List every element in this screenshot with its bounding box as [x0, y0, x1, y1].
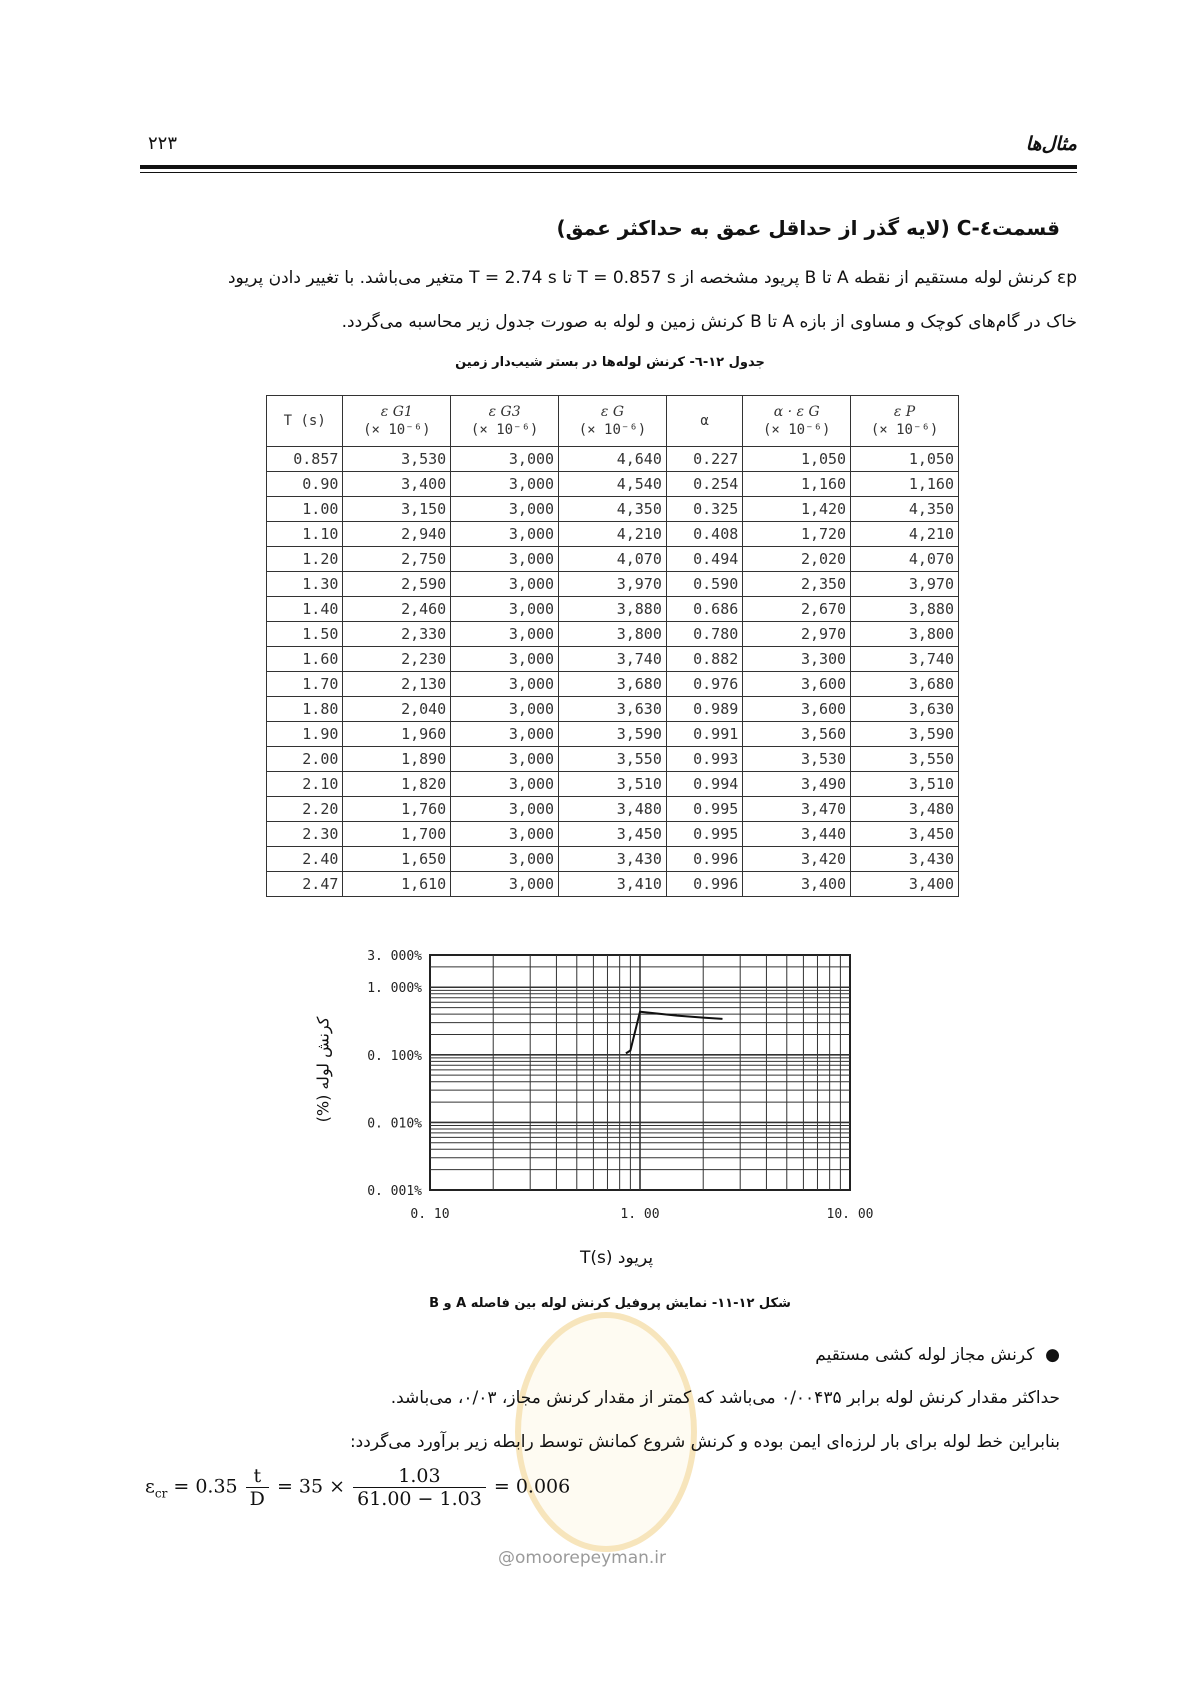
table-row — [267, 622, 959, 647]
header-rule-thin — [140, 172, 1077, 173]
table-cell: 2.30 — [267, 822, 343, 847]
table-cell: 3,300 — [743, 647, 851, 672]
table-cell: 4,350 — [559, 497, 667, 522]
figure-caption: شکل ۱۲-۱۱- نمایش پروفیل کرنش لوله بین فاصله A و B — [429, 1296, 791, 1311]
table-row — [267, 722, 959, 747]
table-header-row — [267, 396, 959, 447]
table-cell: 0.976 — [666, 672, 742, 697]
table-row — [267, 447, 959, 472]
table-cell: 3,000 — [451, 647, 559, 672]
table-header-0 — [267, 396, 343, 447]
table-cell: 3,000 — [451, 847, 559, 872]
table-cell: 1.10 — [267, 522, 343, 547]
table-caption: جدول ۱۲-٦- کرنش لوله‌ها در بستر شیب‌دار زمین — [455, 355, 765, 370]
table-cell: 2.00 — [267, 747, 343, 772]
table-cell: 0.989 — [666, 697, 742, 722]
table-cell: 0.227 — [666, 447, 742, 472]
table-cell: 1,720 — [743, 522, 851, 547]
fraction-1-numerator: t — [246, 1465, 269, 1488]
table-cell: 4,350 — [851, 497, 959, 522]
header-unit: (× 10⁻⁶) — [363, 422, 431, 438]
table-cell: 1,160 — [743, 472, 851, 497]
table-cell: 1.80 — [267, 697, 343, 722]
table-cell: 3,470 — [743, 797, 851, 822]
table-cell: 3,680 — [851, 672, 959, 697]
table-cell: 3,430 — [559, 847, 667, 872]
table-cell: 2,350 — [743, 572, 851, 597]
table-cell: 1.50 — [267, 622, 343, 647]
table-cell: 2,020 — [743, 547, 851, 572]
table-cell: 3,000 — [451, 547, 559, 572]
paragraph-line-2: خاک در گام‌های کوچک و مساوی از بازه A تا B کرنش زمین و لوله به صورت جدول زیر محاسبه می‌گردد. — [341, 312, 1077, 332]
table-cell: 3,590 — [559, 722, 667, 747]
table-cell: 3,440 — [743, 822, 851, 847]
table-cell: 1,610 — [343, 872, 451, 897]
table-cell: 0.995 — [666, 797, 742, 822]
body-line-2: بنابراین خط لوله برای بار لرزه‌ای ایمن بوده و کرنش شروع کمانش توسط رابطه زیر برآورد می‌گردد: — [349, 1432, 1060, 1452]
chart-y-axis-label: کرنش لوله (%) — [313, 1016, 333, 1123]
table-cell: 2,940 — [343, 522, 451, 547]
chart-x-axis-label: پریود T(s) — [580, 1248, 654, 1268]
bullet-item — [815, 1345, 1060, 1365]
paragraph-line-1: εp کرنش لوله مستقیم از نقطه A تا B پریود مشخصه از T = 0.857 s تا T = 2.74 s متغیر می‌باشد. با تغییر دادن پریود — [227, 268, 1077, 288]
table-row — [267, 572, 959, 597]
table-cell: 1,760 — [343, 797, 451, 822]
table-cell: 0.325 — [666, 497, 742, 522]
table-cell: 3,000 — [451, 722, 559, 747]
table-cell: 3,000 — [451, 622, 559, 647]
table-row — [267, 772, 959, 797]
buckling-strain-formula — [145, 1465, 570, 1510]
table-cell: 4,540 — [559, 472, 667, 497]
table-cell: 3,880 — [559, 597, 667, 622]
table-cell: 0.686 — [666, 597, 742, 622]
formula-lhs: ε — [145, 1475, 155, 1498]
table-header-3 — [559, 396, 667, 447]
header-symbol: ε G — [600, 404, 625, 420]
table-cell: 3,740 — [851, 647, 959, 672]
fraction-2-denominator: 61.00 − 1.03 — [357, 1488, 482, 1510]
table-row — [267, 597, 959, 622]
table-cell: 3,000 — [451, 447, 559, 472]
table-cell: 2,040 — [343, 697, 451, 722]
header-symbol: α · ε G — [773, 404, 820, 420]
table-cell: 0.994 — [666, 772, 742, 797]
table-cell: 0.996 — [666, 872, 742, 897]
table-cell: 0.993 — [666, 747, 742, 772]
table-cell: 2,670 — [743, 597, 851, 622]
table-cell: 3,000 — [451, 822, 559, 847]
table-cell: 1.40 — [267, 597, 343, 622]
y-tick-label: 3. 000% — [367, 949, 422, 964]
table-cell: 1.60 — [267, 647, 343, 672]
y-tick-label: 1. 000% — [367, 981, 422, 997]
table-row — [267, 822, 959, 847]
table-cell: 0.996 — [666, 847, 742, 872]
table-cell: 3,530 — [743, 747, 851, 772]
table-cell: 3,800 — [851, 622, 959, 647]
table-cell: 3,970 — [559, 572, 667, 597]
table-row — [267, 747, 959, 772]
table-cell: 3,510 — [851, 772, 959, 797]
table-cell: 0.991 — [666, 722, 742, 747]
table-row — [267, 847, 959, 872]
header-unit: (× 10⁻⁶) — [762, 422, 831, 438]
table-header-5 — [743, 396, 851, 447]
x-tick-label: 10. 00 — [826, 1207, 874, 1222]
table-cell: 1,650 — [343, 847, 451, 872]
table-cell: 2.40 — [267, 847, 343, 872]
table-cell: 3,420 — [743, 847, 851, 872]
table-cell: 2,330 — [343, 622, 451, 647]
table-cell: 3,000 — [451, 872, 559, 897]
y-tick-label: 0. 100% — [367, 1048, 422, 1064]
table-cell: 3,000 — [451, 747, 559, 772]
table-header-2 — [451, 396, 559, 447]
table-cell: 1.30 — [267, 572, 343, 597]
table-header-6 — [851, 396, 959, 447]
table-cell: 3,410 — [559, 872, 667, 897]
table-cell: 4,640 — [559, 447, 667, 472]
table-cell: 1,050 — [851, 447, 959, 472]
chart-grid — [430, 955, 850, 1190]
table-cell: 1,820 — [343, 772, 451, 797]
table-cell: 0.494 — [666, 547, 742, 572]
header-symbol: ε G3 — [488, 404, 521, 420]
table-cell: 3,000 — [451, 472, 559, 497]
table-cell: 3,800 — [559, 622, 667, 647]
table-cell: 3,480 — [851, 797, 959, 822]
table-cell: 0.254 — [666, 472, 742, 497]
header-unit: T (s) — [283, 413, 326, 429]
table-cell: 3,600 — [743, 697, 851, 722]
table-cell: 1,960 — [343, 722, 451, 747]
table-cell: 3,880 — [851, 597, 959, 622]
table-cell: 1.70 — [267, 672, 343, 697]
header-symbol: ε P — [893, 404, 916, 420]
section-title: قسمت‌٤-C (لایه گذر از حداقل عمق به حداکثر عمق) — [556, 216, 1060, 240]
x-tick-label: 0. 10 — [410, 1207, 450, 1222]
table-cell: 0.882 — [666, 647, 742, 672]
table-cell: 3,000 — [451, 497, 559, 522]
table-cell: 2.47 — [267, 872, 343, 897]
table-cell: 2,230 — [343, 647, 451, 672]
table-cell: 3,450 — [851, 822, 959, 847]
table-cell: 2.10 — [267, 772, 343, 797]
table-cell: 3,400 — [343, 472, 451, 497]
table-row — [267, 522, 959, 547]
bullet-dot: ● — [1034, 1345, 1060, 1365]
page-number: ۲۲۳ — [148, 133, 178, 154]
table-cell: 2,750 — [343, 547, 451, 572]
table-cell: 3,680 — [559, 672, 667, 697]
strain-table — [266, 395, 959, 897]
table-cell: 0.857 — [267, 447, 343, 472]
table-cell: 1.90 — [267, 722, 343, 747]
table-row — [267, 672, 959, 697]
table-cell: 4,210 — [851, 522, 959, 547]
formula-lhs-sub: cr — [154, 1486, 168, 1501]
y-tick-label: 0. 010% — [367, 1116, 422, 1132]
table-cell: 3,480 — [559, 797, 667, 822]
formula-part1: = 0.35 — [173, 1475, 238, 1498]
fraction-2-numerator: 1.03 — [353, 1465, 486, 1488]
formula-result: = 0.006 — [493, 1475, 571, 1498]
table-row — [267, 497, 959, 522]
table-cell: 0.995 — [666, 822, 742, 847]
table-cell: 3,000 — [451, 672, 559, 697]
table-cell: 3,740 — [559, 647, 667, 672]
table-cell: 2.20 — [267, 797, 343, 822]
table-cell: 3,000 — [451, 772, 559, 797]
header-symbol: ε G1 — [380, 404, 413, 420]
table-cell: 4,070 — [559, 547, 667, 572]
table-cell: 3,590 — [851, 722, 959, 747]
table-cell: 3,000 — [451, 522, 559, 547]
table-row — [267, 647, 959, 672]
table-cell: 4,070 — [851, 547, 959, 572]
table-cell: 1,160 — [851, 472, 959, 497]
fraction-1-denominator: D — [249, 1488, 265, 1510]
table-cell: 3,000 — [451, 697, 559, 722]
table-cell: 3,550 — [851, 747, 959, 772]
formula-fraction-2 — [353, 1465, 486, 1510]
table-cell: 2,130 — [343, 672, 451, 697]
table-cell: 3,530 — [343, 447, 451, 472]
table-cell: 3,630 — [851, 697, 959, 722]
table-cell: 3,400 — [743, 872, 851, 897]
table-cell: 1,420 — [743, 497, 851, 522]
table-cell: 3,560 — [743, 722, 851, 747]
header-rule-thick — [140, 165, 1077, 169]
table-cell: 1.00 — [267, 497, 343, 522]
table-cell: 3,400 — [851, 872, 959, 897]
table-cell: 1.20 — [267, 547, 343, 572]
table-cell: 4,210 — [559, 522, 667, 547]
table-cell: 2,460 — [343, 597, 451, 622]
table-cell: 3,510 — [559, 772, 667, 797]
table-cell: 3,970 — [851, 572, 959, 597]
table-cell: 1,700 — [343, 822, 451, 847]
table-cell: 3,000 — [451, 797, 559, 822]
strain-profile-chart — [340, 945, 900, 1225]
table-cell: 3,430 — [851, 847, 959, 872]
table-cell: 3,450 — [559, 822, 667, 847]
body-line-1: حداکثر مقدار کرنش لوله برابر ۰/۰۰۴۳۵ می‌باشد که کمتر از مقدار کرنش مجاز، ۰/۰۳، می‌باشد. — [390, 1388, 1060, 1408]
y-tick-label: 0. 001% — [367, 1184, 422, 1199]
table-cell: 2,590 — [343, 572, 451, 597]
table-cell: 1,890 — [343, 747, 451, 772]
table-header-4 — [666, 396, 742, 447]
table-cell: 3,000 — [451, 572, 559, 597]
table-cell: 3,490 — [743, 772, 851, 797]
formula-fraction-1 — [246, 1465, 269, 1510]
formula-part2: = 35 × — [276, 1475, 346, 1498]
table-cell: 0.780 — [666, 622, 742, 647]
table-cell: 3,600 — [743, 672, 851, 697]
table-cell: 3,630 — [559, 697, 667, 722]
table-cell: 3,150 — [343, 497, 451, 522]
bullet-text: کرنش مجاز لوله کشی مستقیم — [815, 1345, 1035, 1365]
table-cell: 2,970 — [743, 622, 851, 647]
header-unit: (× 10⁻⁶) — [470, 422, 539, 438]
table-row — [267, 797, 959, 822]
table-cell: 0.90 — [267, 472, 343, 497]
table-row — [267, 472, 959, 497]
table-header-1 — [343, 396, 451, 447]
table-cell: 3,000 — [451, 597, 559, 622]
x-tick-label: 1. 00 — [620, 1207, 660, 1222]
table-row — [267, 547, 959, 572]
header-unit: α — [700, 413, 709, 429]
table-cell: 0.590 — [666, 572, 742, 597]
table-body — [267, 447, 959, 897]
header-unit: (× 10⁻⁶) — [578, 422, 647, 438]
table-cell: 0.408 — [666, 522, 742, 547]
table-row — [267, 872, 959, 897]
watermark-url: @omoorepeyman.ir — [498, 1548, 667, 1568]
table-cell: 1,050 — [743, 447, 851, 472]
header-title: مثال‌ها — [1025, 133, 1077, 155]
header-unit: (× 10⁻⁶) — [870, 422, 939, 438]
table-row — [267, 697, 959, 722]
table-cell: 3,550 — [559, 747, 667, 772]
